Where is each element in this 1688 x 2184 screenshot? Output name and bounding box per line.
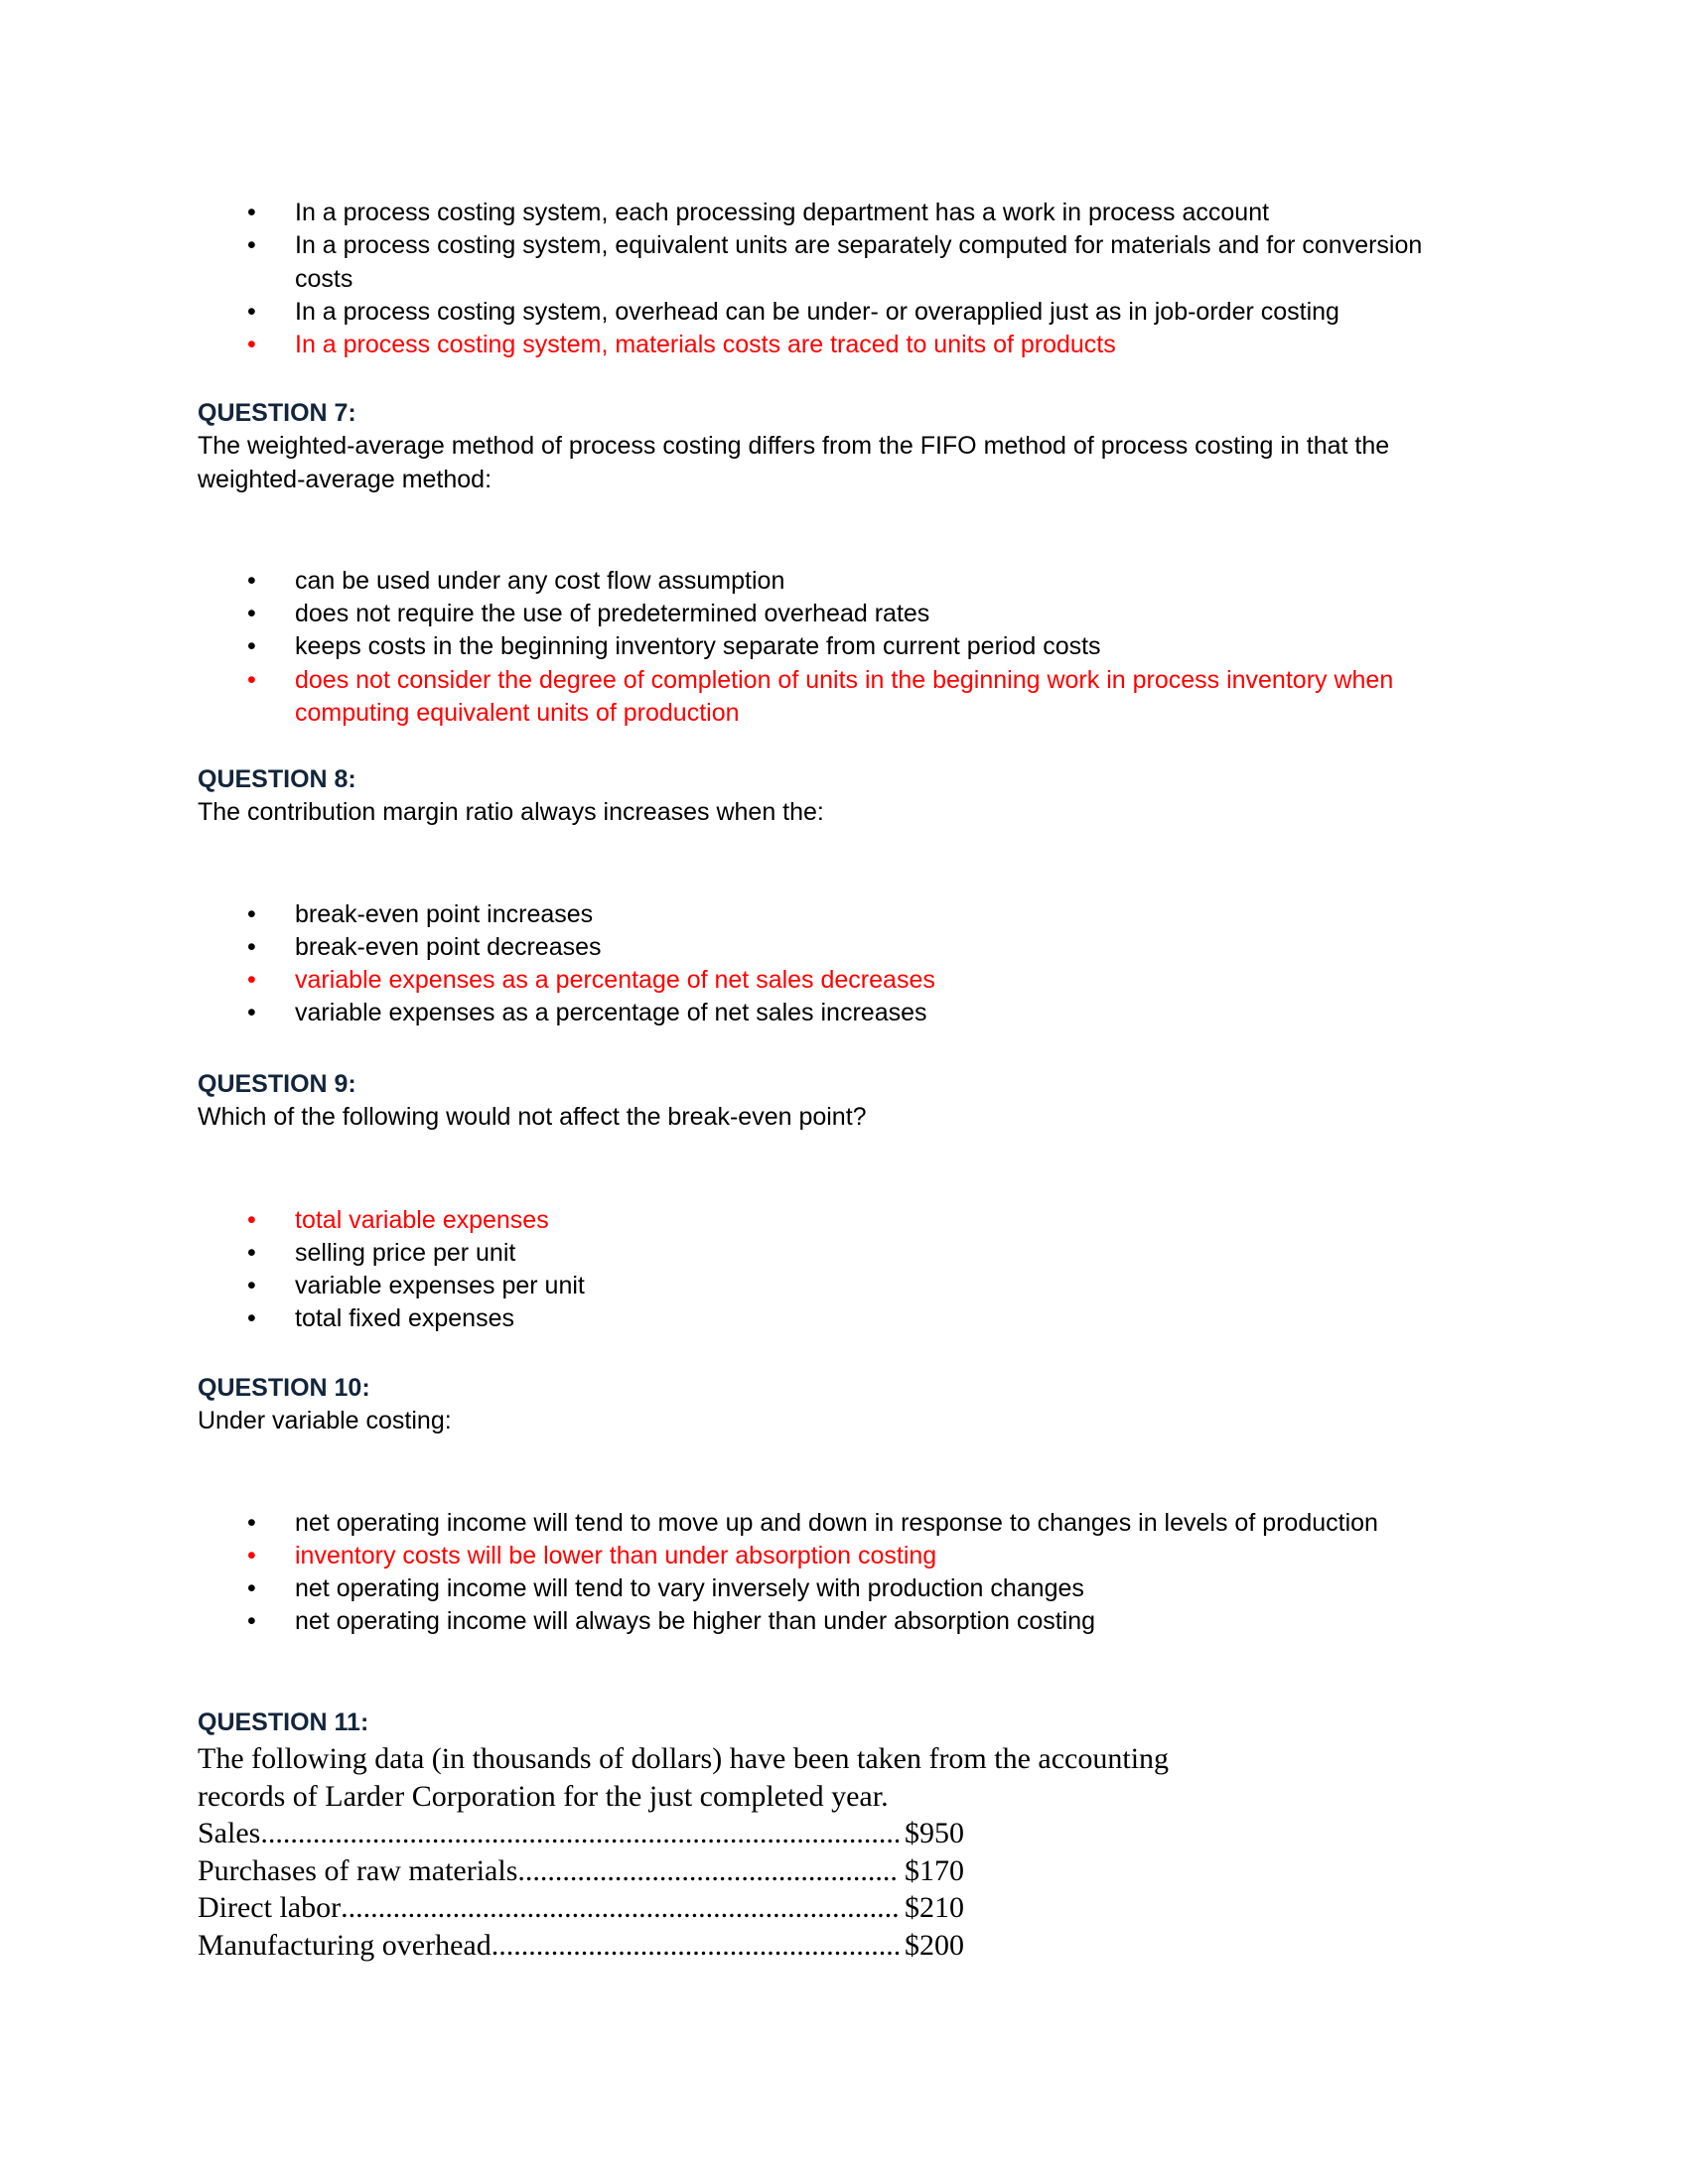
question-heading: QUESTION 11: bbox=[198, 1708, 369, 1736]
option-text: total fixed expenses bbox=[295, 1304, 514, 1333]
question-9 bbox=[198, 1068, 1488, 1336]
option-text: In a process costing system, equivalent units are separately computed for materials and for conversion costs bbox=[295, 231, 1423, 293]
option-text: selling price per unit bbox=[295, 1238, 516, 1267]
row-label: Sales bbox=[198, 1817, 261, 1850]
bullet-icon: • bbox=[247, 932, 256, 961]
row-value: $200 bbox=[905, 1928, 964, 1962]
data-row bbox=[198, 1852, 964, 1890]
option-text: break-even point increases bbox=[295, 899, 594, 928]
bullet-icon: • bbox=[247, 331, 256, 359]
data-row bbox=[198, 1815, 964, 1852]
option bbox=[198, 1270, 1486, 1302]
question-prompt-line: The following data (in thousands of dollars) have been taken from the accounting bbox=[198, 1742, 1170, 1775]
bullet-icon: • bbox=[247, 1508, 256, 1537]
option bbox=[198, 1605, 1486, 1638]
bullet-icon: • bbox=[247, 1304, 256, 1333]
row-value: $950 bbox=[905, 1817, 964, 1850]
option-text: variable expenses as a percentage of net sales decreases bbox=[295, 966, 935, 995]
bullet-icon: • bbox=[247, 1607, 256, 1636]
option bbox=[198, 1572, 1486, 1605]
option-text: net operating income will tend to move up and down in response to changes in levels of production bbox=[295, 1508, 1378, 1537]
option-correct bbox=[198, 1540, 1486, 1572]
dot-leader bbox=[260, 1815, 899, 1852]
bullet-icon: • bbox=[247, 566, 256, 595]
option-text: total variable expenses bbox=[295, 1205, 549, 1234]
dot-leader bbox=[341, 1889, 899, 1927]
data-row bbox=[198, 1889, 964, 1927]
question-prompt: Which of the following would not affect the break-even point? bbox=[198, 1103, 867, 1132]
bullet-icon: • bbox=[247, 1541, 256, 1570]
question-11-heading-block bbox=[198, 1706, 1488, 1739]
option-text: In a process costing system, each processing department has a work in process account bbox=[295, 199, 1270, 226]
row-label: Direct labor bbox=[198, 1891, 342, 1925]
option-correct bbox=[198, 1204, 1486, 1237]
option bbox=[198, 229, 1437, 296]
dot-leader bbox=[492, 1927, 899, 1965]
option-text: keeps costs in the beginning inventory separate from current period costs bbox=[295, 632, 1101, 661]
question-11-body bbox=[198, 1740, 1339, 1965]
bullet-icon: • bbox=[247, 199, 256, 226]
question-prompt-line: records of Larder Corporation for the just completed year. bbox=[198, 1779, 889, 1813]
data-row bbox=[198, 1927, 964, 1965]
bullet-icon: • bbox=[247, 1574, 256, 1603]
bullet-icon: • bbox=[247, 1238, 256, 1267]
bullet-icon: • bbox=[247, 297, 256, 326]
question-10 bbox=[198, 1372, 1488, 1639]
option bbox=[198, 565, 1486, 598]
row-label: Manufacturing overhead bbox=[198, 1928, 492, 1962]
question-prompt: The weighted-average method of process costing differs from the FIFO method of process costing in that the weighted-average method: bbox=[198, 432, 1390, 493]
bullet-icon: • bbox=[247, 632, 256, 661]
bullet-icon: • bbox=[247, 231, 256, 260]
option-text: does not consider the degree of completion of units in the beginning work in process inventory when computing equivalent units of production bbox=[295, 665, 1394, 728]
option bbox=[198, 898, 1486, 931]
option bbox=[198, 197, 1486, 229]
dot-leader bbox=[517, 1852, 899, 1890]
option-correct bbox=[198, 664, 1486, 731]
row-label: Purchases of raw materials bbox=[198, 1853, 518, 1887]
option bbox=[198, 598, 1486, 630]
option-text: variable expenses as a percentage of net sales increases bbox=[295, 999, 927, 1027]
row-value: $210 bbox=[905, 1891, 964, 1925]
bullet-icon: • bbox=[247, 899, 256, 928]
option-text: can be used under any cost flow assumption bbox=[295, 566, 785, 595]
bullet-icon: • bbox=[247, 1205, 256, 1234]
option-text: does not require the use of predetermined overhead rates bbox=[295, 600, 930, 628]
bullet-icon: • bbox=[247, 665, 256, 694]
option bbox=[198, 1507, 1437, 1540]
bullet-icon: • bbox=[247, 600, 256, 628]
option-correct bbox=[198, 964, 1486, 997]
option-text: variable expenses per unit bbox=[295, 1272, 585, 1300]
question-8 bbox=[198, 763, 1488, 1030]
option bbox=[198, 296, 1486, 329]
option-text: In a process costing system, overhead can be under- or overapplied just as in job-order costing bbox=[295, 297, 1339, 326]
question-heading: QUESTION 9: bbox=[198, 1070, 356, 1098]
bullet-icon: • bbox=[247, 1272, 256, 1300]
option-text: net operating income will tend to vary inversely with production changes bbox=[295, 1574, 1084, 1603]
question-prompt: The contribution margin ratio always increases when the: bbox=[198, 798, 824, 827]
option-text: In a process costing system, materials costs are traced to units of products bbox=[295, 331, 1116, 359]
row-value: $170 bbox=[905, 1853, 964, 1887]
option-text: inventory costs will be lower than under absorption costing bbox=[295, 1541, 937, 1570]
option-text: net operating income will always be higher than under absorption costing bbox=[295, 1607, 1096, 1636]
question-heading: QUESTION 8: bbox=[198, 765, 356, 793]
option bbox=[198, 1302, 1486, 1335]
option-text: break-even point decreases bbox=[295, 932, 602, 961]
option bbox=[198, 997, 1486, 1029]
option bbox=[198, 931, 1486, 964]
option-correct bbox=[198, 329, 1486, 361]
option bbox=[198, 630, 1486, 663]
question-6-options bbox=[198, 197, 1488, 361]
question-heading: QUESTION 10: bbox=[198, 1374, 370, 1402]
bullet-icon: • bbox=[247, 966, 256, 995]
question-heading: QUESTION 7: bbox=[198, 399, 356, 427]
bullet-icon: • bbox=[247, 999, 256, 1027]
question-prompt: Under variable costing: bbox=[198, 1407, 452, 1435]
question-7 bbox=[198, 397, 1488, 730]
option bbox=[198, 1237, 1486, 1270]
